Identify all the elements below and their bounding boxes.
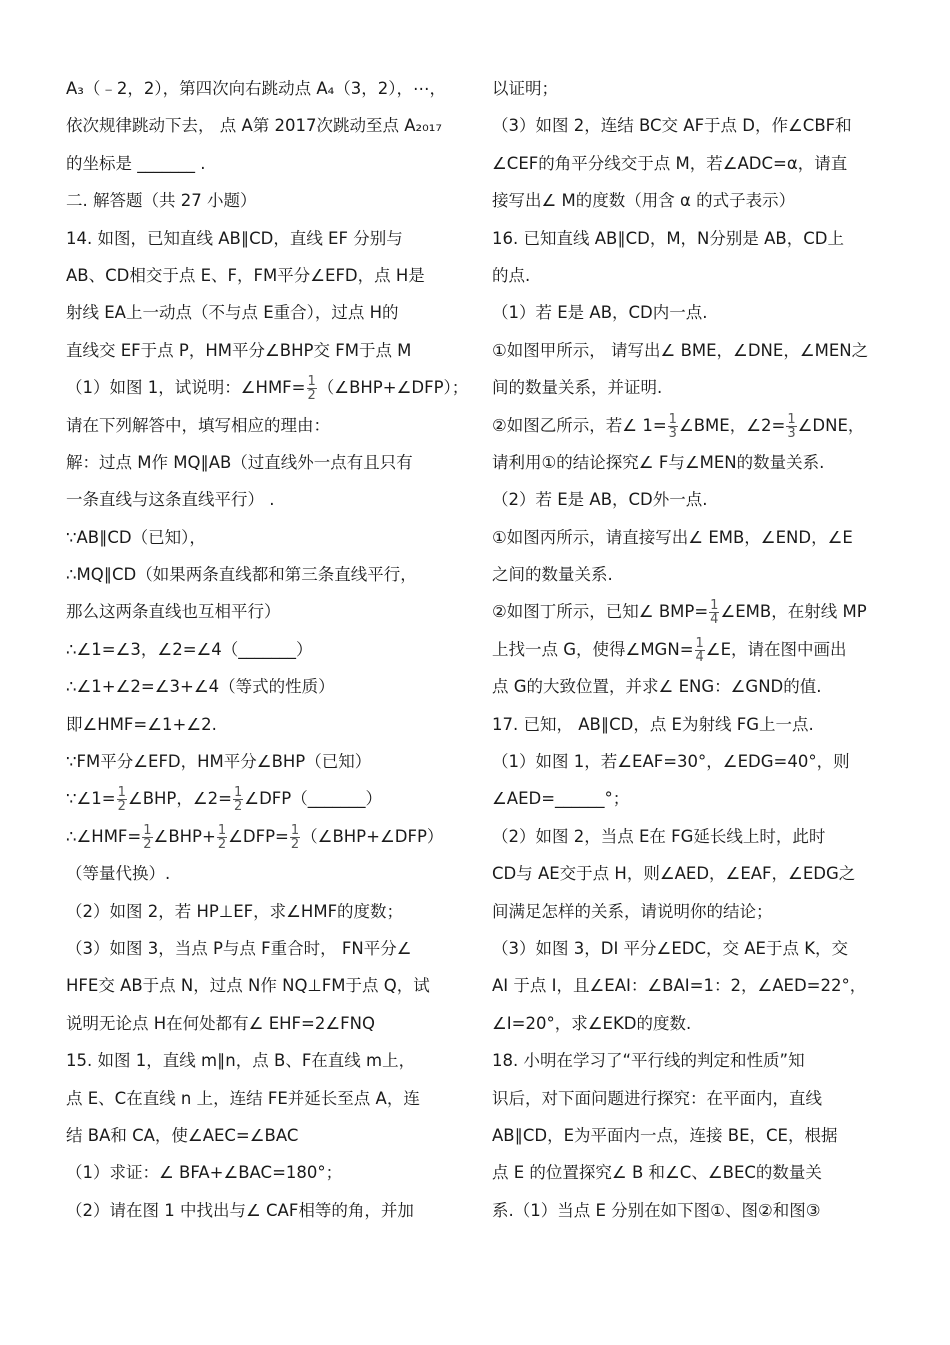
fraction-denominator: 2	[217, 836, 227, 852]
question-17-line: （2）如图 2，当点 E在 FG延长线上时，此时	[492, 826, 826, 846]
fraction-half	[142, 824, 152, 851]
fraction-numerator: 1	[290, 822, 300, 838]
question-15-line: 15. 如图 1，直线 m∥n，点 B、F在直线 m上，	[66, 1051, 416, 1071]
question-17-line: 17. 已知， AB∥CD，点 E为射线 FG上一点.	[492, 714, 814, 734]
question-17-line: ∠I=20°，求∠EKD的度数.	[492, 1013, 692, 1033]
formula-text: ∠DFP（_______）	[244, 789, 382, 809]
text-line: ∴MQ∥CD（如果两条直线都和第三条直线平行，	[66, 565, 417, 585]
question-14-line: 射线 EA上一动点（不与点 E重合），过点 H的	[66, 303, 399, 323]
fraction-denominator: 2	[290, 836, 300, 852]
fraction-half	[117, 786, 127, 813]
formula-text: ∴∠HMF=	[66, 826, 142, 846]
fraction-denominator: 4	[710, 612, 719, 628]
formula-text: ∠E，请在图中画出	[705, 639, 847, 659]
fraction-numerator: 1	[695, 635, 704, 651]
fraction-half	[290, 824, 300, 851]
question-17-line: ∠AED=______°；	[492, 789, 630, 809]
fraction-numerator: 1	[143, 822, 152, 838]
text-line: （等量代换）.	[66, 864, 171, 884]
question-17-line: （3）如图 3，DI 平分∠EDC，交 AE于点 K，交	[492, 938, 849, 958]
fraction-numerator: 1	[217, 822, 227, 838]
fraction-denominator: 4	[695, 649, 704, 665]
formula-text: ∠DNE，	[797, 415, 865, 435]
fraction-denominator: 2	[143, 836, 152, 852]
formula-text: （∠BHP+∠DFP）；	[317, 378, 469, 398]
right-column	[492, 70, 892, 1229]
formula-text: （1）如图 1，试说明：∠HMF=	[66, 378, 306, 398]
fraction-denominator: 2	[117, 799, 126, 815]
question-14-line: 14. 如图，已知直线 AB∥CD，直线 EF 分别与	[66, 228, 403, 248]
formula-text: ②如图丁所示，已知∠ BMP=	[492, 602, 709, 622]
question-16-line: 的点.	[492, 265, 531, 285]
text-line: ∴∠1+∠2=∠3+∠4（等式的性质）	[66, 677, 335, 697]
text-line: 之间的数量关系.	[492, 565, 613, 585]
fraction-third	[786, 413, 796, 440]
question-15-line: 点 E、C在直线 n 上，连结 FE并延长至点 A，连	[66, 1088, 420, 1108]
fraction-numerator: 1	[234, 785, 243, 801]
question-16-line: （1）若 E是 AB，CD内一点.	[492, 303, 708, 323]
question-15-line: （2）请在图 1 中找出与∠ CAF相等的角，并加	[66, 1200, 414, 1220]
text-line: ∵FM平分∠EFD，HM平分∠BHP（已知）	[66, 752, 372, 772]
fraction-third	[668, 413, 678, 440]
fraction-denominator: 3	[787, 425, 796, 441]
question-18-line: 点 E 的位置探究∠ B 和∠C、∠BEC的数量关	[492, 1163, 822, 1183]
text-line: （3）如图 2，连结 BC交 AF于点 D，作∠CBF和	[492, 116, 852, 136]
fraction-numerator: 1	[307, 374, 316, 390]
fraction-numerator: 1	[710, 598, 719, 614]
formula-text: ∠BHP，∠2=	[127, 789, 232, 809]
text-line: 即∠HMF=∠1+∠2.	[66, 714, 217, 734]
text-line: 请利用①的结论探究∠ F与∠MEN的数量关系.	[492, 452, 825, 472]
text-line: （2）若 E是 AB，CD外一点.	[492, 490, 708, 510]
question-18-line: AB∥CD，E为平面内一点，连接 BE，CE，根据	[492, 1125, 838, 1145]
text-line: 解：过点 M作 MQ∥AB（过直线外一点有且只有	[66, 452, 413, 472]
question-16-part-d	[492, 631, 892, 668]
text-line: ∵AB∥CD（已知），	[66, 527, 206, 547]
text-line: ①如图丙所示，请直接写出∠ EMB，∠END，∠E	[492, 527, 853, 547]
question-17-line: 间满足怎样的关系，请说明你的结论；	[492, 901, 773, 921]
question-16-line: 16. 已知直线 AB∥CD，M，N分别是 AB，CD上	[492, 228, 844, 248]
question-14-line: 直线交 EF于点 P，HM平分∠BHP交 FM于点 M	[66, 340, 412, 360]
text-line: 接写出∠ M的度数（用含 α 的式子表示）	[492, 191, 796, 211]
question-17-line: CD与 AE交于点 H，则∠AED，∠EAF，∠EDG之	[492, 864, 856, 884]
text-line: 请在下列解答中，填写相应的理由：	[66, 415, 330, 435]
text-line: 一条直线与这条直线平行） .	[66, 490, 275, 510]
proof-step-a	[66, 780, 460, 817]
section-heading: 二. 解答题（共 27 小题）	[66, 191, 257, 211]
question-16-part-b	[492, 407, 892, 444]
question-15-line: 结 BA和 CA，使∠AEC=∠BAC	[66, 1125, 299, 1145]
text-line: 点 G的大致位置，并求∠ ENG：∠GND的值.	[492, 677, 822, 697]
text-line: ∠CEF的角平分线交于点 M，若∠ADC=α，请直	[492, 153, 848, 173]
fraction-half	[217, 824, 227, 851]
text-line: HFE交 AB于点 N，过点 N作 NQ⊥FM于点 Q，试	[66, 976, 430, 996]
question-17-line: AI 于点 I，且∠EAI：∠BAI=1：2，∠AED=22°，	[492, 976, 867, 996]
text-line: （2）如图 2，若 HP⊥EF，求∠HMF的度数；	[66, 901, 404, 921]
question-16-line: 间的数量关系，并证明.	[492, 378, 663, 398]
fraction-denominator: 2	[234, 799, 243, 815]
text-line: 以证明；	[492, 79, 558, 98]
question-18-line: 系.（1）当点 E 分别在如下图①、图②和图③	[492, 1200, 821, 1220]
question-16-part-c	[492, 593, 892, 630]
question-14-line: AB、CD相交于点 E、F，FM平分∠EFD，点 H是	[66, 265, 425, 285]
text-line: A₃（﹣2，2），第四次向右跳动点 A₄（3，2），⋯，	[66, 79, 447, 98]
formula-text: ∠BME，∠2=	[678, 415, 786, 435]
formula-text: 上找一点 G，使得∠MGN=	[492, 639, 694, 659]
formula-text: ②如图乙所示，若∠ 1=	[492, 415, 667, 435]
fraction-quarter	[709, 599, 719, 626]
text-line: 说明无论点 H在何处都有∠ EHF=2∠FNQ	[66, 1013, 375, 1033]
text-line: 依次规律跳动下去， 点 A第 2017次跳动至点 A₂₀₁₇	[66, 116, 443, 136]
fraction-denominator: 2	[307, 388, 316, 404]
fraction-half	[307, 375, 317, 402]
formula-text: （∠BHP+∠DFP）	[301, 826, 444, 846]
question-14-part1	[66, 369, 469, 406]
fraction-denominator: 3	[668, 425, 677, 441]
left-column	[66, 70, 469, 1229]
question-17-line: （1）如图 1，若∠EAF=30°，∠EDG=40°，则	[492, 752, 850, 772]
text-line: 的坐标是 _______ .	[66, 153, 206, 173]
question-18-line: 识后，对下面问题进行探究：在平面内，直线	[492, 1088, 822, 1108]
fraction-numerator: 1	[668, 411, 677, 427]
question-18-line: 18. 小明在学习了“平行线的判定和性质”知	[492, 1051, 805, 1071]
formula-text: ∵∠1=	[66, 789, 116, 809]
fraction-numerator: 1	[117, 785, 126, 801]
question-15-line: （1）求证：∠ BFA+∠BAC=180°；	[66, 1163, 343, 1183]
fraction-quarter	[695, 637, 705, 664]
fraction-numerator: 1	[787, 411, 796, 427]
question-16-line: ①如图甲所示， 请写出∠ BME，∠DNE，∠MEN之	[492, 340, 869, 360]
fraction-half	[233, 786, 243, 813]
proof-step-b	[66, 818, 460, 855]
formula-text: ∠DFP=	[228, 826, 289, 846]
formula-text: ∠BHP+	[153, 826, 216, 846]
text-line: 那么这两条直线也互相平行）	[66, 602, 281, 622]
text-line: ∴∠1=∠3，∠2=∠4（_______）	[66, 639, 313, 659]
text-line: （3）如图 3，当点 P与点 F重合时， FN平分∠	[66, 938, 412, 958]
formula-text: ∠EMB，在射线 MP	[720, 602, 867, 622]
